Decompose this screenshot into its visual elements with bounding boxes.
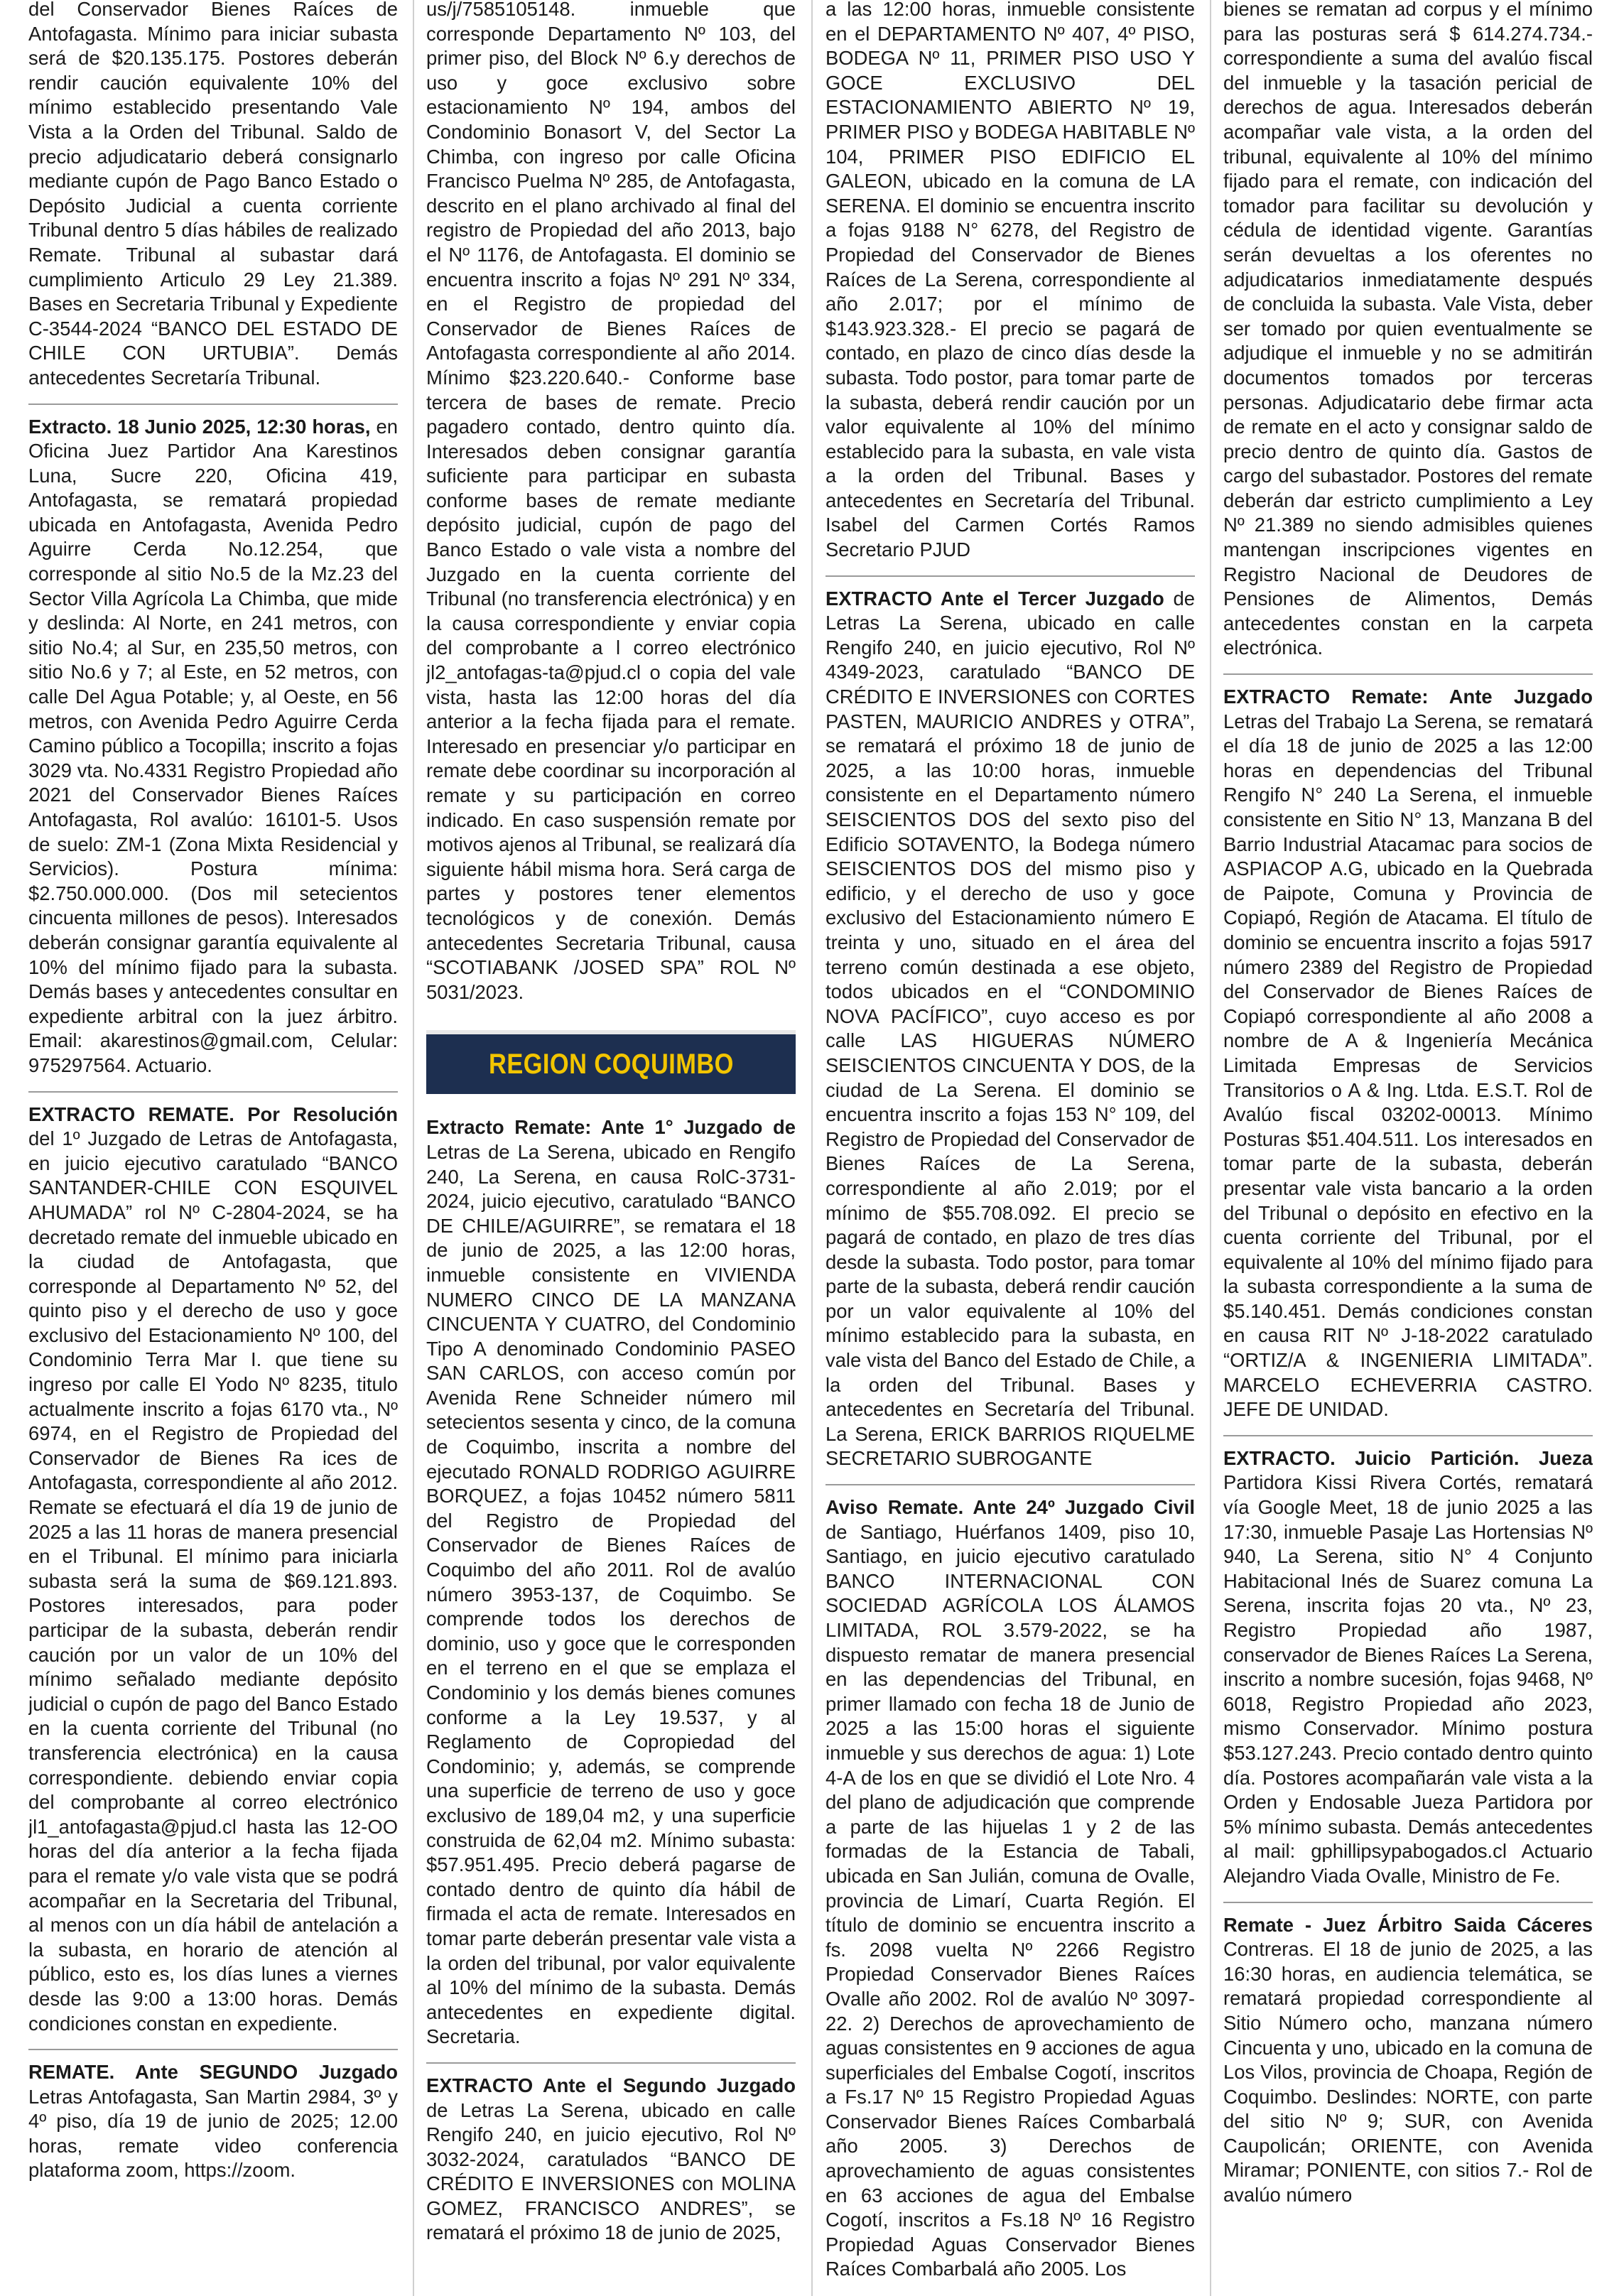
notice-heading: Extracto. 18 Junio 2025, 12:30 horas, <box>28 415 371 438</box>
notice <box>426 1115 796 2049</box>
notice-heading: EXTRACTO Ante el Tercer Juzgado <box>825 587 1164 610</box>
notice-divider <box>28 2049 398 2050</box>
notice-divider <box>28 404 398 405</box>
notice <box>825 587 1195 1471</box>
notice-divider <box>426 2062 796 2064</box>
column-rule <box>1210 0 1211 2296</box>
notice-body: de Santiago, Huérfanos 1409, piso 10, Santiago, en juicio ejecutivo caratulado BANCO INTERNACIONAL CON SOCIEDAD AGRÍCOLA LOS ÁLAMOS LIMITADA, ROL 3.579-2022, se ha dispuesto rematar de manera presencial en las dependencias del Tribunal, en primer llamado con fecha 18 de Junio de 2025 a las 15:00 horas el siguiente inmueble y sus derechos de agua: 1) Lote 4-A de los en que se dividió el Lote Nro. 4 del plano de adjudicación que comprende a parte de las hijuelas 1 y 2 de las formadas de la Estancia de Tabali, ubicada en San Julián, comuna de Ovalle, provincia de Limarí, Cuarta Región. El título de dominio se encuentra inscrito a fs. 2098 vuelta Nº 2266 Registro Propiedad Conservador Bienes Raíces Ovalle año 2002. Rol de avalúo Nº 3097-22. 2) Derechos de aprovechamiento de aguas consistentes en 9 acciones de agua superficiales del Embalse Cogotí, inscritos a Fs.17 Nº 15 Registro Propiedad Aguas Conservador Bienes Raíces Combarbalá año 2005. 3) Derechos de aprovechamiento de aguas consistentes en 63 acciones de agua del Embalse Cogotí, inscritos a Fs.18 Nº 16 Registro Propiedad Aguas Conservador Bienes Raíces Combarbalá año 2005. Los <box>825 1520 1195 2280</box>
notice-divider <box>825 1484 1195 1485</box>
notice <box>825 1495 1195 2282</box>
notice-heading: EXTRACTO Remate: Ante Juzgado <box>1223 686 1593 708</box>
column-rule <box>413 0 414 2296</box>
notice-divider <box>28 1091 398 1093</box>
notice <box>28 1103 398 2037</box>
notice-body: Letras de La Serena, ubicado en Rengifo 240, La Serena, en causa RolC-3731-2024, juicio ejecutivo, caratulado “BANCO DE CHILE/AGUIRRE”, se rematara el 18 de junio de 2025, a las 12:00 horas, inmueble consistente en VIVIENDA NUMERO CINCO DE LA MANZANA CINCUENTA Y CUATRO, del Condominio Tipo A denominado Condominio PASEO SAN CARLOS, con acceso común por Avenida Rene Schneider número mil setecientos sesenta y cinco, de la comuna de Coquimbo, inscrita a nombre del ejecutado RONALD RODRIGO AGUIRRE BORQUEZ, a fojas 10452 número 5811 del Registro de Propiedad del Conservador de Bienes Raíces de Coquimbo del año 2011. Rol de avalúo número 3953-137, de Coquimbo. Se comprende todos los derechos de dominio, uso y goce que le corresponden en el terreno en el que se emplaza el Condominio y los demás bienes comunes conforme a la Ley 19.537, y al Reglamento de Copropiedad del Condominio; y, además, se comprende una superficie de terreno de uso y goce exclusivo de 189,04 m2, y una superficie construida de 62,04 m2. Mínimo subasta: $57.951.495. Precio deberá pagarse de contado dentro de quinto día hábil de firmada el acta de remate. Interesados en tomar parte deberán presentar vale vista a la orden del tribunal, por valor equivalente al 10% del mínimo de la subasta. Demás antecedentes en expediente digital. Secretaria. <box>426 1140 796 2048</box>
notice-body: Letras Antofagasta, San Martin 2984, 3º y 4º piso, día 19 de junio de 2025; 12.00 horas, remate video conferencia plataforma zoom, https://zoom. <box>28 2085 398 2182</box>
notice-divider <box>1223 673 1593 675</box>
notice <box>426 2074 796 2246</box>
notice-body: en Oficina Juez Partidor Ana Karestinos Luna, Sucre 220, Oficina 419, Antofagasta, se rematará propiedad ubicada en Antofagasta, Avenida Pedro Aguirre Cerda No.12.254, que corresponde al sitio No.5 de la Mz.23 del Sector Villa Agrícola La Chimba, que mide y deslinda: Al Norte, en 241 metros, con sitio No.4; al Sur, en 235,50 metros, con sitio No.6 y 7; al Este, en 52 metros, con calle Del Agua Potable; y, al Oeste, en 56 metros, con Avenida Pedro Aguirre Cerda Camino público a Tocopilla; inscrito a fojas 3029 vta. No.4331 Registro Propiedad año 2021 del Conservador Bienes Raíces Antofagasta, Rol avalúo: 16101-5. Usos de suelo: ZM-1 (Zona Mixta Residencial y Servicios). Postura mínima: $2.750.000.000. (Dos mil setecientos cincuenta millones de pesos). Interesados deberán consignar garantía equivalente al 10% del mínimo fijado para la subasta. Demás bases y antecedentes consultar en expediente arbitral con la juez árbitro. Email: akarestinos@gmail.com, Celular: 975297564. Actuario. <box>28 415 398 1076</box>
notice <box>825 0 1195 563</box>
notice-body: bienes se rematan ad corpus y el mínimo para las posturas será $ 614.274.734.- correspondiente a suma del avalúo fiscal del inmueble y la tasación pericial de derechos de agua. Interesados deberán acompañar vale vista, a la orden del tribunal, equivalente al 10% del mínimo fijado para el remate, con indicación del tomador para facilitar su devolución y cédula de identidad vigente. Garantías serán devueltas a los oferentes no adjudicatarios inmediatamente después de concluida la subasta. Vale Vista, deber ser tomado por quien eventualmente se adjudique el inmueble y no se admitirán documentos tomados por terceras personas. Adjudicatario debe firmar acta de remate en el acto y consignar saldo de precio dentro de quinto día. Gastos de cargo del subastador. Postores del remate deberán dar estricto cumplimiento a Ley Nº 21.389 no siendo admisibles quienes mantengan inscripciones vigentes en Registro Nacional de Deudores de Pensiones de Alimentos, Demás antecedentes constan en la carpeta electrónica. <box>1223 0 1593 659</box>
column-2 <box>426 0 796 2296</box>
notice-body: Letras del Trabajo La Serena, se rematará el día 18 de junio de 2025 a las 12:00 horas en dependencias del Tribunal Rengifo N° 240 La Serena, el inmueble consistente en Sitio N° 13, Manzana B del Barrio Industrial Atacamac para socios de ASPIACOP A.G, ubicado en la Quebrada de Paipote, Comuna y Provincia de Copiapó, Región de Atacama. El título de dominio se encuentra inscrito a fojas 5917 número 2389 del Registro de Propiedad del Conservador de Bienes Raíces de Copiapó correspondiente al año 2008 a nombre de A & Ingeniería Mecánica Limitada Empresas de Servicios Transitorios o A & Ing. Ltda. E.S.T. Rol de Avalúo fiscal 03202-00013. Mínimo Posturas $51.404.511. Los interesados en tomar parte de la subasta, deberán presentar vale vista bancario a la orden del Tribunal o depósito en efectivo en la cuenta corriente del Tribunal, por el equivalente al 10% del mínimo fijado para la subasta correspondiente a la suma de $5.140.451. Demás condiciones constan en causa RIT Nº J-18-2022 caratulado “ORTIZ/A & INGENIERIA LIMITADA”. MARCELO ECHEVERRIA CASTRO. JEFE DE UNIDAD. <box>1223 710 1593 1421</box>
region-header <box>426 1030 796 1094</box>
region-header-label: REGION COQUIMBO <box>488 1048 734 1080</box>
notice-heading: EXTRACTO Ante el Segundo Juzgado <box>426 2074 796 2096</box>
notice-heading: EXTRACTO. Juicio Partición. Jueza <box>1223 1446 1593 1469</box>
notice-body: de Letras La Serena, ubicado en calle Rengifo 240, en juicio ejecutivo, Rol Nº 4349-2023, caratulado “BANCO DE CRÉDITO E INVERSIONES con CORTES PASTEN, MAURICIO ANDRES y OTRA”, se rematará el próximo 18 de junio de 2025, a las 10:00 horas, inmueble consistente en el Departamento número SEISCIENTOS DOS del sexto piso del Edificio SOTAVENTO, la Bodega número SEISCIENTOS DOS del mismo piso y edificio, y el derecho de uso y goce exclusivo del Estacionamiento número E treinta y uno, situado en el área del terreno común destinada a ese objeto, todos ubicados en el “CONDOMINIO NOVA PACÍFICO”, cuyo acceso es por calle LAS HIGUERAS NÚMERO SEISCIENTOS CINCUENTA Y DOS, de la ciudad de La Serena. El dominio se encuentra inscrito a fojas 153 N° 109, del Registro de Propiedad del Conservador de Bienes Raíces de La Serena, correspondiente al año 2.019; por el mínimo de $55.708.092. El precio se pagará de contado, en plazo de tres días desde la subasta. Todo postor, para tomar parte de la subasta, deberá rendir caución por un valor equivalente al 10% del mínimo establecido para la subasta, en vale vista del Banco del Estado de Chile, a la orden del Tribunal. Bases y antecedentes en Secretaría del Tribunal. La Serena, ERICK BARRIOS RIQUELME SECRETARIO SUBROGANTE <box>825 587 1195 1470</box>
notice <box>426 0 796 1004</box>
notice-heading: EXTRACTO REMATE. Por Resolución <box>28 1103 398 1125</box>
notice-heading: Remate - Juez Árbitro Saida Cáceres <box>1223 1913 1593 1936</box>
notice <box>1223 1446 1593 1889</box>
notice-heading: REMATE. Ante SEGUNDO Juzgado <box>28 2061 398 2084</box>
notice-body: de Letras La Serena, ubicado en calle Rengifo 240, en juicio ejecutivo, Rol Nº 3032-2024, caratulados “BANCO DE CRÉDITO E INVERSIONES con MOLINA GOMEZ, FRANCISCO ANDRES”, se rematará el próximo 18 de junio de 2025, <box>426 2099 796 2244</box>
notice-divider <box>1223 1435 1593 1436</box>
notice-body: del 1º Juzgado de Letras de Antofagasta, en juicio ejecutivo caratulado “BANCO SANTANDER-CHILE CON ESQUIVEL AHUMADA” rol Nº C-2804-2024, se ha decretado remate del inmueble ubicado en la ciudad de Antofagasta, que corresponde al Departamento Nº 52, del quinto piso y el derecho de uso y goce exclusivo del Estacionamiento Nº 100, del Condominio Terra Mar I. que tiene su ingreso por calle El Yodo Nº 8235, titulo actualmente inscrito a fojas 6170 vta., Nº 6974, en el Registro de Propiedad del Conservador de Bienes Ra ices de Antofagasta, correspondiente al año 2012. Remate se efectuará el día 19 de junio de 2025 a las 11 horas de manera presencial en el Tribunal. El mínimo para iniciarla subasta será la suma de $69.121.893. Postores interesados, para poder participar de la subasta, deberán rendir caución por un valor de un 10% del mínimo señalado mediante depósito judicial o cupón de pago del Banco Estado en la cuenta corriente del Tribunal (no transferencia electrónica) en la causa correspondiente. debiendo enviar copia del comprobante al correo electrónico jl1_antofagasta@pjud.cl hasta las 12-OO horas del día anterior a la fecha fijada para el remate y/o vale vista que se podrá acompañar en la Secretaria del Tribunal, al menos con un día hábil de antelación a la subasta, en horario de atención al público, esto es, los días lunes a viernes desde las 9:00 a 13:00 horas. Demás condiciones constan en expediente. <box>28 1127 398 2035</box>
column-1 <box>28 0 398 2296</box>
notice-divider <box>1223 1902 1593 1903</box>
column-rule <box>811 0 813 2296</box>
notice <box>1223 685 1593 1422</box>
notice-divider <box>825 575 1195 577</box>
notice-body: a las 12:00 horas, inmueble consistente en el DEPARTAMENTO Nº 407, 4º PISO, BODEGA Nº 11, PRIMER PISO USO Y GOCE EXCLUSIVO DEL ESTACIONAMIENTO ABIERTO Nº 19, PRIMER PISO y BODEGA HABITABLE Nº 104, PRIMER PISO EDIFICIO EL GALEON, ubicado en la comuna de LA SERENA. El dominio se encuentra inscrito a fojas 9188 N° 6278, del Registro de Propiedad del Conservador de Bienes Raíces de La Serena, correspondiente al año 2.017; por el mínimo de $143.923.328.- El precio se pagará de contado, en plazo de cinco días desde la subasta. Todo postor, para tomar parte de la subasta, deberá rendir caución por un valor equivalente al 10% del mínimo establecido para la subasta, en vale vista a la orden del Tribunal. Bases y antecedentes en Secretaría del Tribunal. Isabel del Carmen Cortés Ramos Secretario PJUD <box>825 0 1195 561</box>
notice-body: Contreras. El 18 de junio de 2025, a las 16:30 horas, en audiencia telemática, se rematará propiedad correspondiente al Sitio Número ocho, manzana número Cincuenta y uno, ubicado en la comuna de Los Vilos, provincia de Choapa, Región de Coquimbo. Deslindes: NORTE, con parte del sitio Nº 9; SUR, con Avenida Caupolicán; ORIENTE, con Avenida Miramar; PONIENTE, con sitios 7.- Rol de avalúo número <box>1223 1938 1593 2206</box>
notice-body: Partidora Kissi Rivera Cortés, rematará vía Google Meet, 18 de junio 2025 a las 17:30, inmueble Pasaje Las Hortensias Nº 940, La Serena, sitio N° 4 Conjunto Habitacional Inés de Suarez comuna La Serena, inscrita fojas 20 vta., Nº 23, Registro Propiedad año 1987, conservador de Bienes Raíces La Serena, inscrito a nombre sucesión, fojas 9468, Nº 6018, Registro Propiedad año 2023, mismo Conservador. Mínimo postura $53.127.243. Precio contado dentro quinto día. Postores acompañarán vale vista a la Orden y Endosable Jueza Partidora por 5% mínimo subasta. Demás antecedentes al mail: gphillipsypabogados.cl Actuario Alejandro Viada Ovalle, Ministro de Fe. <box>1223 1471 1593 1887</box>
notice <box>28 415 398 1078</box>
column-3 <box>825 0 1195 2296</box>
notice <box>28 0 398 391</box>
notice-heading: Aviso Remate. Ante 24º Juzgado Civil <box>825 1496 1195 1519</box>
notice-heading: Extracto Remate: Ante 1° Juzgado de <box>426 1116 796 1139</box>
column-4 <box>1223 0 1593 2296</box>
notice <box>1223 1913 1593 2208</box>
notice-body: us/j/7585105148. inmueble que corresponde Departamento Nº 103, del primer piso, del Block Nº 6.y derechos de uso y goce exclusivo sobre estacionamiento Nº 194, ambos del Condominio Bonasort V, del Sector La Chimba, con ingreso por calle Oficina Francisco Puelma Nº 285, de Antofagasta, descrito en el plano archivado al final del registro de Propiedad del año 2013, bajo el Nº 1176, de Antofagasta. El dominio se encuentra inscrito a fojas Nº 291 Nº 334, en el Registro de propiedad del Conservador de Bienes Raíces de Antofagasta correspondiente al año 2014. Mínimo $23.220.640.- Conforme base tercera de bases de remate. Precio pagadero contado, dentro quinto día. Interesados deben consignar garantía suficiente para participar en subasta conforme bases de remate mediante depósito judicial, cupón de pago del Banco Estado o vale vista a nombre del Juzgado en la cuenta corriente del Tribunal (no transferencia electrónica) y en la causa correspondiente y enviar copia del comprobante a l correo electrónico jl2_antofagas-ta@pjud.cl o copia del vale vista, hasta las 12:00 horas del día anterior a la fecha fijada para el remate. Interesado en presenciar y/o participar en remate debe coordinar su incorporación al remate y su participación en correo indicado. En caso suspensión remate por motivos ajenos al Tribunal, se realizará día siguiente hábil misma hora. Será carga de partes y postores tener elementos tecnológicos y de conexión. Demás antecedentes Secretaria Tribunal, causa “SCOTIABANK /JOSED SPA” ROL Nº 5031/2023. <box>426 0 796 1003</box>
notice <box>1223 0 1593 661</box>
notice <box>28 2060 398 2183</box>
notice-body: del Conservador Bienes Raíces de Antofagasta. Mínimo para iniciar subasta será de $20.135.175. Postores deberán rendir caución equivalente 10% del mínimo establecido presentando Vale Vista a la Orden del Tribunal. Saldo de precio adjudicatario deberá consignarlo mediante cupón de Pago Banco Estado o Depósito Judicial a cuenta corriente Tribunal dentro 5 días hábiles de realizado Remate. Tribunal al subastar dará cumplimiento Articulo 29 Ley 21.389. Bases en Secretaria Tribunal y Expediente C-3544-2024 “BANCO DEL ESTADO DE CHILE CON URTUBIA”. Demás antecedentes Secretaría Tribunal. <box>28 0 398 389</box>
